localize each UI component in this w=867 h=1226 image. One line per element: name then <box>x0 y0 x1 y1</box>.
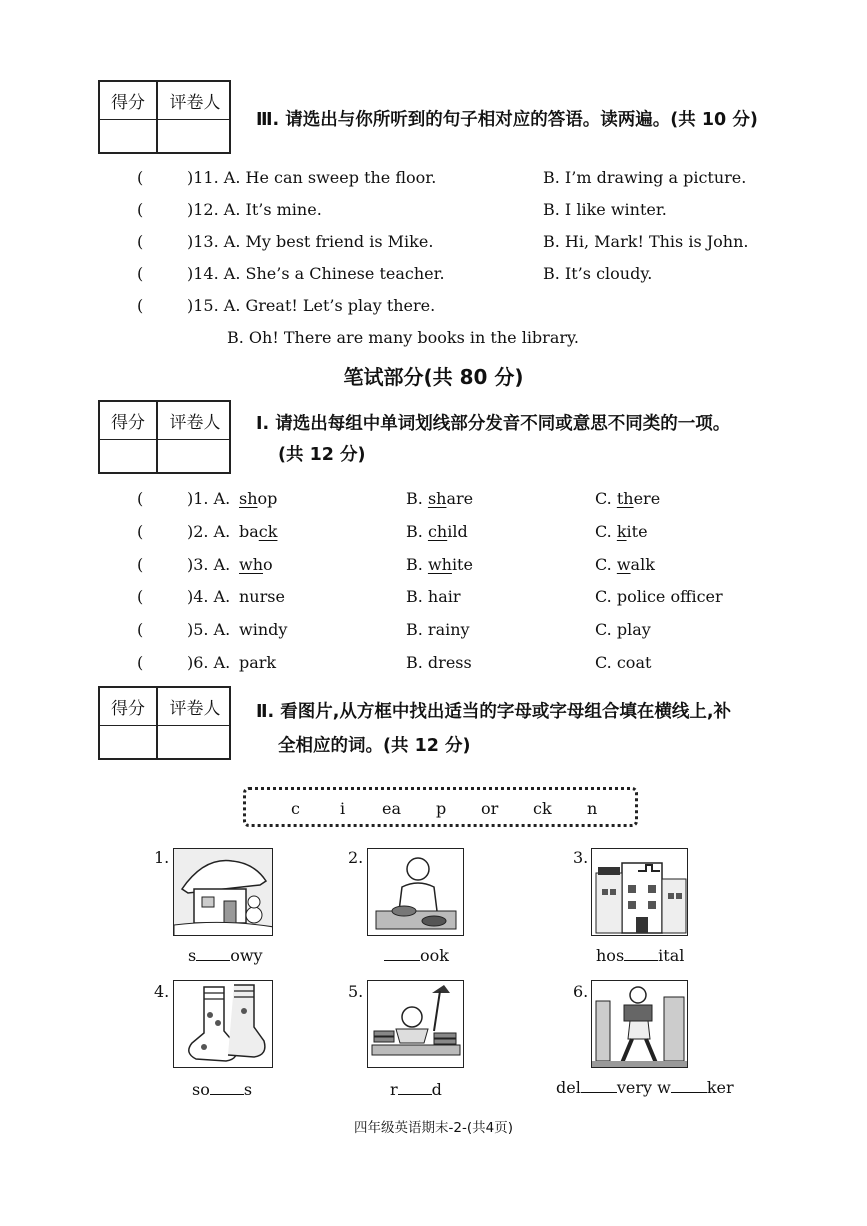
reading-child-icon <box>367 980 464 1068</box>
answer-blank[interactable] <box>671 1078 707 1093</box>
letter-choice: ck <box>533 799 552 818</box>
answer-blank[interactable] <box>624 946 658 961</box>
answer-paren[interactable]: ( <box>137 587 144 606</box>
question-6-option-c: C. coat <box>595 653 652 672</box>
score-label: 得分 <box>111 93 145 113</box>
letter-choice: n <box>587 799 598 818</box>
section2-heading: Ⅱ. 看图片,从方框中找出适当的字母或字母组合填在横线上,补 <box>256 702 732 722</box>
question-2-option-b: B. child <box>406 522 468 541</box>
picture-number: 5. <box>348 982 364 1001</box>
picture-number: 4. <box>154 982 170 1001</box>
answer-paren[interactable]: ( <box>137 168 144 187</box>
question-5-option-c: C. play <box>595 620 651 639</box>
word-2: ook <box>384 946 449 965</box>
picture-number: 1. <box>154 848 170 867</box>
snowy-house-icon <box>173 848 273 936</box>
question-1: )1. A. <box>187 489 231 508</box>
written-part-title: 笔试部分(共 80 分) <box>343 365 524 389</box>
question-12-option-b: B. I like winter. <box>543 200 667 219</box>
question-4-option-c: C. police officer <box>595 587 723 606</box>
question-2-option-c: C. kite <box>595 522 648 541</box>
word-6: del very w ker <box>556 1078 734 1097</box>
question-6: )6. A. <box>187 653 231 672</box>
question-1-option-c: C. there <box>595 489 661 508</box>
question-4-option-a: nurse <box>239 587 285 606</box>
question-2: )2. A. <box>187 522 231 541</box>
answer-blank[interactable] <box>398 1080 432 1095</box>
section2-heading-points: 全相应的词。(共 12 分) <box>278 736 471 756</box>
picture-number: 6. <box>573 982 589 1001</box>
answer-paren[interactable]: ( <box>137 653 144 672</box>
answer-paren[interactable]: ( <box>137 489 144 508</box>
socks-icon <box>173 980 273 1068</box>
answer-paren[interactable]: ( <box>137 200 144 219</box>
question-1-option-a: shop <box>239 489 278 508</box>
hospital-icon <box>591 848 688 936</box>
answer-blank[interactable] <box>581 1078 617 1093</box>
cooking-man-icon <box>367 848 464 936</box>
answer-paren[interactable]: ( <box>137 296 144 315</box>
picture-number: 3. <box>573 848 589 867</box>
page-footer: 四年级英语期末-2-(共4页) <box>354 1120 513 1136</box>
letter-choice: p <box>436 799 447 818</box>
question-5-option-b: B. rainy <box>406 620 470 639</box>
answer-paren[interactable]: ( <box>137 555 144 574</box>
grader-label: 评卷人 <box>169 93 221 113</box>
question-14: )14. A. She’s a Chinese teacher. <box>187 264 445 283</box>
answer-paren[interactable]: ( <box>137 620 144 639</box>
answer-blank[interactable] <box>196 946 230 961</box>
answer-paren[interactable]: ( <box>137 264 144 283</box>
question-5-option-a: windy <box>239 620 288 639</box>
question-12: )12. A. It’s mine. <box>187 200 322 219</box>
question-6-option-b: B. dress <box>406 653 472 672</box>
question-13: )13. A. My best friend is Mike. <box>187 232 434 251</box>
score-box-section3 <box>98 80 231 154</box>
question-3-option-a: who <box>239 555 273 574</box>
word-4: so s <box>192 1080 253 1099</box>
grader-label: 评卷人 <box>169 699 221 719</box>
question-4-option-b: B. hair <box>406 587 461 606</box>
question-14-option-b: B. It’s cloudy. <box>543 264 653 283</box>
grader-label: 评卷人 <box>169 413 221 433</box>
answer-blank[interactable] <box>210 1080 244 1095</box>
score-box-section1 <box>98 400 231 474</box>
question-3: )3. A. <box>187 555 231 574</box>
word-1: s owy <box>188 946 263 965</box>
question-13-option-b: B. Hi, Mark! This is John. <box>543 232 749 251</box>
word-5: r d <box>390 1080 442 1099</box>
section1-heading-points: (共 12 分) <box>278 445 366 465</box>
section3-heading: Ⅲ. 请选出与你所听到的句子相对应的答语。读两遍。(共 10 分) <box>256 110 758 130</box>
question-1-option-b: B. share <box>406 489 474 508</box>
picture-number: 2. <box>348 848 364 867</box>
question-4: )4. A. <box>187 587 231 606</box>
delivery-worker-icon <box>591 980 688 1068</box>
question-11: )11. A. He can sweep the floor. <box>187 168 437 187</box>
letter-choice: i <box>340 799 346 818</box>
answer-paren[interactable]: ( <box>137 522 144 541</box>
answer-paren[interactable]: ( <box>137 232 144 251</box>
question-15: )15. A. Great! Let’s play there. <box>187 296 436 315</box>
question-2-option-a: back <box>239 522 278 541</box>
score-box-section2 <box>98 686 231 760</box>
score-label: 得分 <box>111 413 145 433</box>
question-5: )5. A. <box>187 620 231 639</box>
letter-choice: c <box>291 799 300 818</box>
section1-heading: Ⅰ. 请选出每组中单词划线部分发音不同或意思不同类的一项。 <box>256 414 731 434</box>
question-15-option-b: B. Oh! There are many books in the library. <box>227 328 580 347</box>
letter-choices-box <box>243 787 638 827</box>
letter-choice: or <box>481 799 499 818</box>
word-3: hos ital <box>596 946 685 965</box>
question-11-option-b: B. I’m drawing a picture. <box>543 168 747 187</box>
question-3-option-b: B. white <box>406 555 473 574</box>
answer-blank[interactable] <box>384 946 420 961</box>
letter-choice: ea <box>382 799 402 818</box>
question-6-option-a: park <box>239 653 277 672</box>
score-label: 得分 <box>111 699 145 719</box>
question-3-option-c: C. walk <box>595 555 655 574</box>
